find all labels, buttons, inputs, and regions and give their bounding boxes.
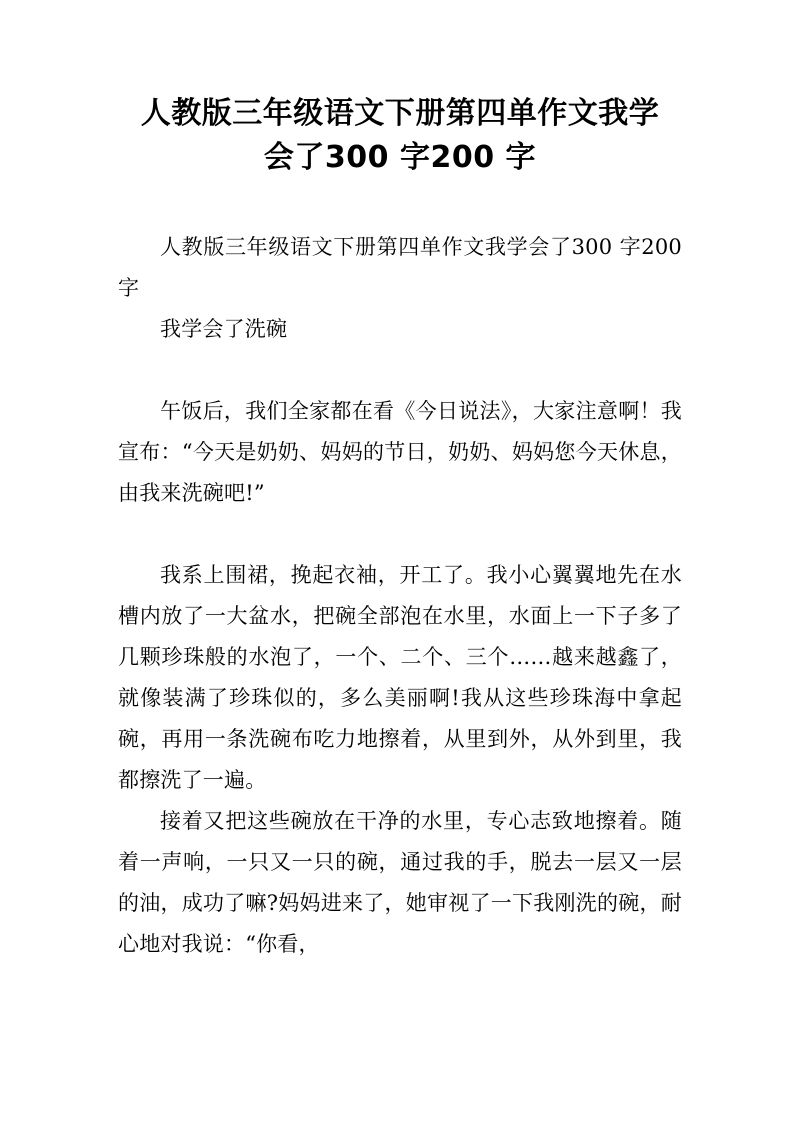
- paragraph: 我系上围裙，挽起衣袖，开工了。我小心翼翼地先在水槽内放了一大盆水，把碗全部泡在水里，水面上一下子多了几颗珍珠般的水泡了，一个、二个、三个……越来越鑫了，就像装满了珍珠似的，多么美丽啊!我从这些珍珠海中拿起碗，再用一条洗碗布吃力地擦着，从里到外，从外到里，我都擦洗了一遍。: [118, 563, 682, 792]
- paragraph: 午饭后，我们全家都在看《今日说法》，大家注意啊！我宣布：“今天是奶奶、妈妈的节日，奶奶、妈妈您今天休息，由我来洗碗吧!”: [118, 399, 682, 505]
- page-title: 人教版三年级语文下册第四单作文我学会了300 字200 字: [140, 96, 660, 175]
- paragraph: 我学会了洗碗: [160, 317, 288, 341]
- paragraph: 人教版三年级语文下册第四单作文我学会了300 字200 字: [118, 235, 682, 300]
- paragraph-spacer: [118, 514, 682, 555]
- document-body: [0, 227, 800, 965]
- paragraph-spacer: [118, 350, 682, 391]
- paragraph: 接着又把这些碗放在干净的水里，专心志致地擦着。随着一声响，一只又一只的碗，通过我的手，脱去一层又一层的油，成功了嘛?妈妈进来了，她审视了一下我刚洗的碗，耐心地对我说：“你看，: [118, 809, 682, 956]
